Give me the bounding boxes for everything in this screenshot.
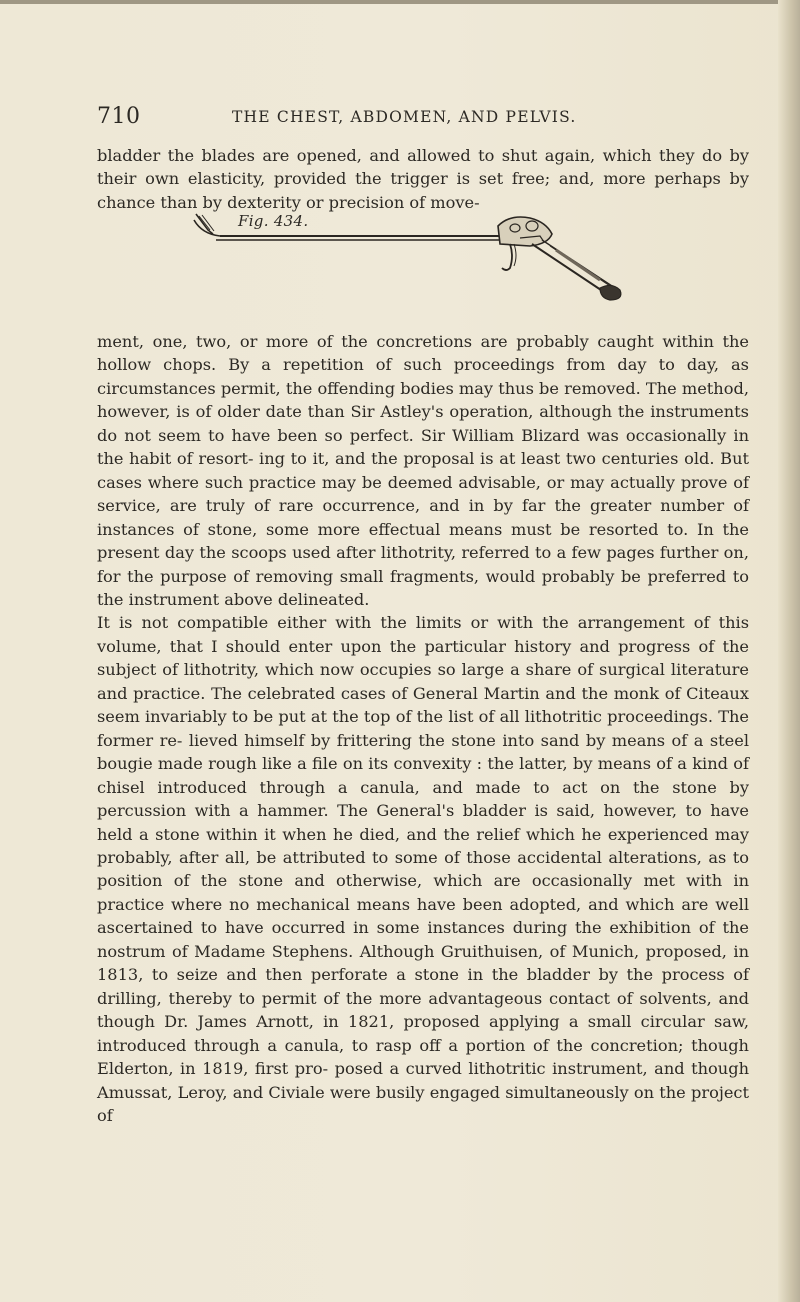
body-text-main xyxy=(97,330,749,1127)
lithotrite-instrument-icon xyxy=(180,212,640,318)
running-head: THE CHEST, ABDOMEN, AND PELVIS. xyxy=(232,108,577,126)
figure-caption: Fig. 434. xyxy=(238,212,309,230)
paragraph-2: ment, one, two, or more of the concretions are probably caught within the hollow chops. By a repetition of such proceedings from day to day, as circumstances permit, the offending bodies may thus be removed. The method, however, is of older date than Sir Astley's operation, although the instruments do not seem to have been so perfect. Sir William Blizard was occasionally in the habit of resort- ing to it, and the proposal is at least two centuries old. But cases where such practice may be deemed advisable, or may actually prove of service, are truly of rare occurrence, and in by far the greater number of instances of stone, some more effectual means must be resorted to. In the present day the scoops used after lithotrity, referred to a few pages further on, for the purpose of removing small fragments, would probably be preferred to the instrument above delineated. xyxy=(97,332,749,609)
page-number: 710 xyxy=(97,104,141,129)
paragraph-3: It is not compatible either with the limits or with the arrangement of this volume, that I should enter upon the particular history and progress of the subject of lithotrity, which now occupies so large a share of surgical literature and practice. The celebrated cases of General Martin and the monk of Citeaux seem invariably to be put at the top of the list of all lithotritic proceedings. The former re- lieved himself by frittering the stone into sand by means of a steel bougie made rough like a file on its convexity : the latter, by means of a kind of chisel introduced through a canula, and made to act on the stone by percussion with a hammer. The General's bladder is said, however, to have held a stone within it when he died, and the relief which he experienced may probably, after all, be attributed to some of those accidental alterations, as to position of the stone and otherwise, which are occasionally met with in practice where no mechanical means have been adopted, and which are well ascertained to have occurred in some instances during the exhibition of the nostrum of Madame Stephens. Although Gruithuisen, of Munich, proposed, in 1813, to seize and then perforate a stone in the bladder by the process of drilling, thereby to permit of the more advantageous contact of solvents, and though Dr. James Arnott, in 1821, proposed applying a small circular saw, introduced through a canula, to rasp off a portion of the concretion; though Elderton, in 1819, first pro- posed a curved lithotritic instrument, and though Amussat, Leroy, and Civiale were busily engaged simultaneously on the project of xyxy=(97,613,749,1125)
page-binding-edge xyxy=(778,0,800,1302)
page-top-edge xyxy=(0,0,800,4)
page-header xyxy=(97,104,697,134)
body-text-top xyxy=(97,144,749,214)
figure-434 xyxy=(180,212,640,318)
paragraph-1: bladder the blades are opened, and allowed to shut again, which they do by their own elasticity, provided the trigger is set free; and, more perhaps by chance than by dexterity or precision of move- xyxy=(97,146,749,212)
